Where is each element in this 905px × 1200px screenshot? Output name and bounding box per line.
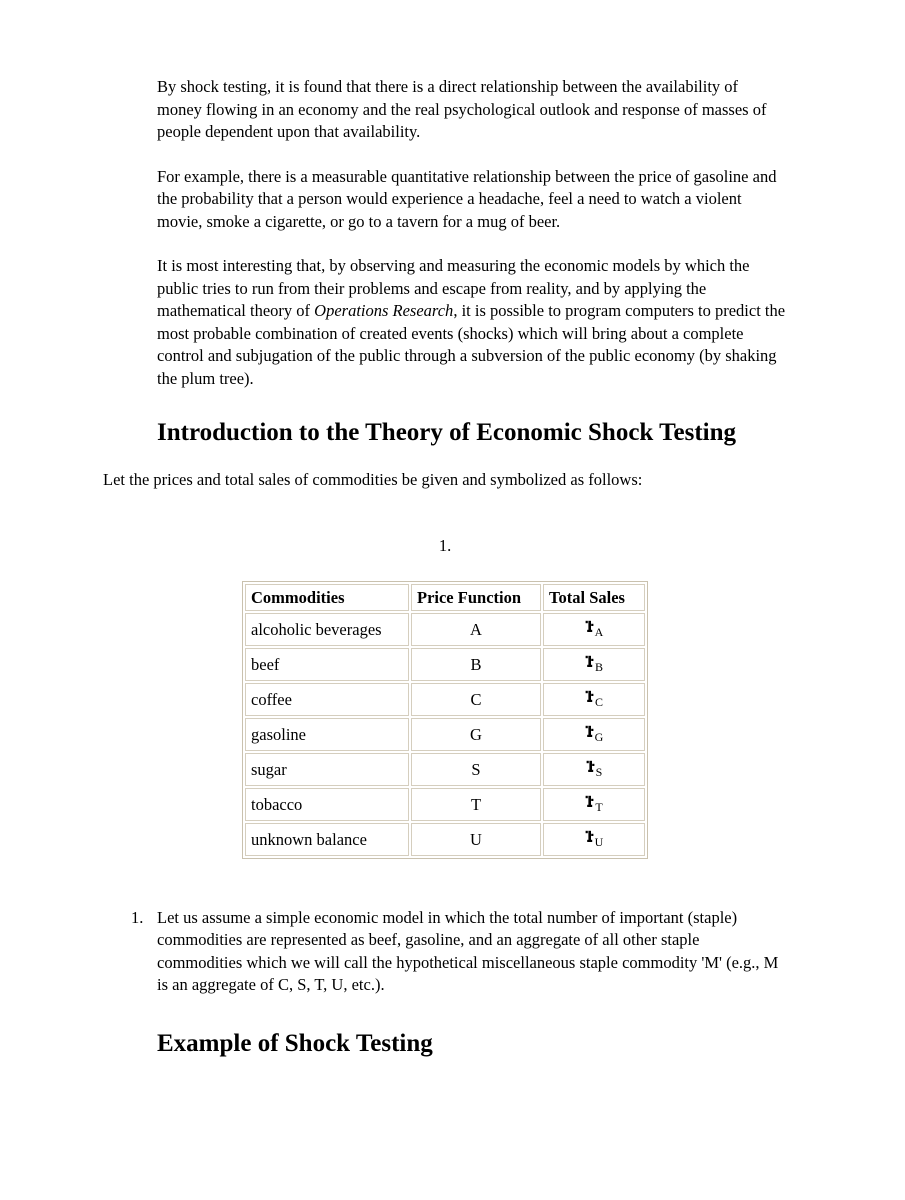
price-function-cell: G xyxy=(411,718,541,751)
total-sales-cell xyxy=(543,753,645,786)
price-function-cell: S xyxy=(411,753,541,786)
heading-introduction-economic-shock-testing: Introduction to the Theory of Economic Shock Testing xyxy=(157,419,737,446)
total-sales-symbol-icon xyxy=(585,617,594,638)
lead-sentence: Let the prices and total sales of commodities be given and symbolized as follows: xyxy=(103,470,643,489)
price-function-cell: U xyxy=(411,823,541,856)
total-sales-subscript: B xyxy=(594,659,603,674)
total-sales-subscript: G xyxy=(594,729,604,744)
total-sales-cell xyxy=(543,788,645,821)
table-row xyxy=(245,718,645,751)
table-row xyxy=(245,823,645,856)
table-row xyxy=(245,753,645,786)
total-sales-cell xyxy=(543,613,645,646)
commodity-cell: tobacco xyxy=(245,788,409,821)
paragraph-operations-research xyxy=(157,255,787,390)
table-caption: 1. xyxy=(438,535,452,555)
total-sales-symbol-icon xyxy=(585,652,594,673)
total-sales-symbol-icon xyxy=(585,827,594,848)
commodity-cell: coffee xyxy=(245,683,409,716)
operations-research-italic: Operations Research xyxy=(314,301,454,320)
table-row xyxy=(245,683,645,716)
table-row xyxy=(245,648,645,681)
total-sales-symbol-icon xyxy=(586,757,595,778)
commodities-table xyxy=(242,581,648,859)
price-function-cell: T xyxy=(411,788,541,821)
column-header-price-function: Price Function xyxy=(411,584,541,611)
commodity-cell: beef xyxy=(245,648,409,681)
price-function-cell: C xyxy=(411,683,541,716)
table-header-row xyxy=(245,584,645,611)
price-function-cell: A xyxy=(411,613,541,646)
commodity-cell: unknown balance xyxy=(245,823,409,856)
commodity-cell: gasoline xyxy=(245,718,409,751)
total-sales-subscript: S xyxy=(595,764,603,779)
table-row xyxy=(245,788,645,821)
total-sales-subscript: U xyxy=(594,834,604,849)
total-sales-cell xyxy=(543,683,645,716)
heading-example-of-shock-testing: Example of Shock Testing xyxy=(157,1029,433,1057)
total-sales-cell xyxy=(543,718,645,751)
total-sales-subscript: A xyxy=(594,624,604,639)
commodity-cell: sugar xyxy=(245,753,409,786)
paragraph-operations-research-post: , it is possible to program computers to predict the most probable combination of created events (shocks) which will bring about a complete control and subjugation of the public through a subversion of the public economy (by shaking the plum tree). xyxy=(157,301,786,388)
paragraph-operations-research-pre: It is most interesting that, by observing and measuring the economic models by which the public tries to run from their problems and escape from reality, and by applying the mathematical theory of xyxy=(157,256,750,320)
table-row xyxy=(245,613,645,646)
list-item-text: Let us assume a simple economic model in which the total number of important (staple) commodities are represented as beef, gasoline, and an aggregate of all other staple commodities which we will call the hypothetical miscellaneous staple commodity 'M' (e.g., M is an aggregate of C, S, T, U, etc.). xyxy=(157,907,779,994)
list-item-number: 1. xyxy=(131,907,144,927)
paragraph-gasoline-example: For example, there is a measurable quantitative relationship between the price of gasoline and the probability that a person would experience a headache, feel a need to watch a violent movie, smoke a cigarette, or go to a tavern for a mug of beer. xyxy=(157,166,777,231)
total-sales-subscript: C xyxy=(594,694,603,709)
total-sales-symbol-icon xyxy=(585,722,594,743)
commodity-cell: alcoholic beverages xyxy=(245,613,409,646)
total-sales-cell xyxy=(543,823,645,856)
column-header-total-sales: Total Sales xyxy=(543,584,645,611)
paragraph-shock-testing: By shock testing, it is found that there is a direct relationship between the availability of money flowing in an economy and the real psychological outlook and response of masses of people dependent upon that availability. xyxy=(157,77,767,141)
total-sales-symbol-icon xyxy=(585,687,594,708)
price-function-cell: B xyxy=(411,648,541,681)
column-header-commodities: Commodities xyxy=(245,584,409,611)
total-sales-subscript: T xyxy=(595,799,603,814)
total-sales-cell xyxy=(543,648,645,681)
total-sales-symbol-icon xyxy=(585,792,594,813)
numbered-list-item xyxy=(131,907,787,997)
